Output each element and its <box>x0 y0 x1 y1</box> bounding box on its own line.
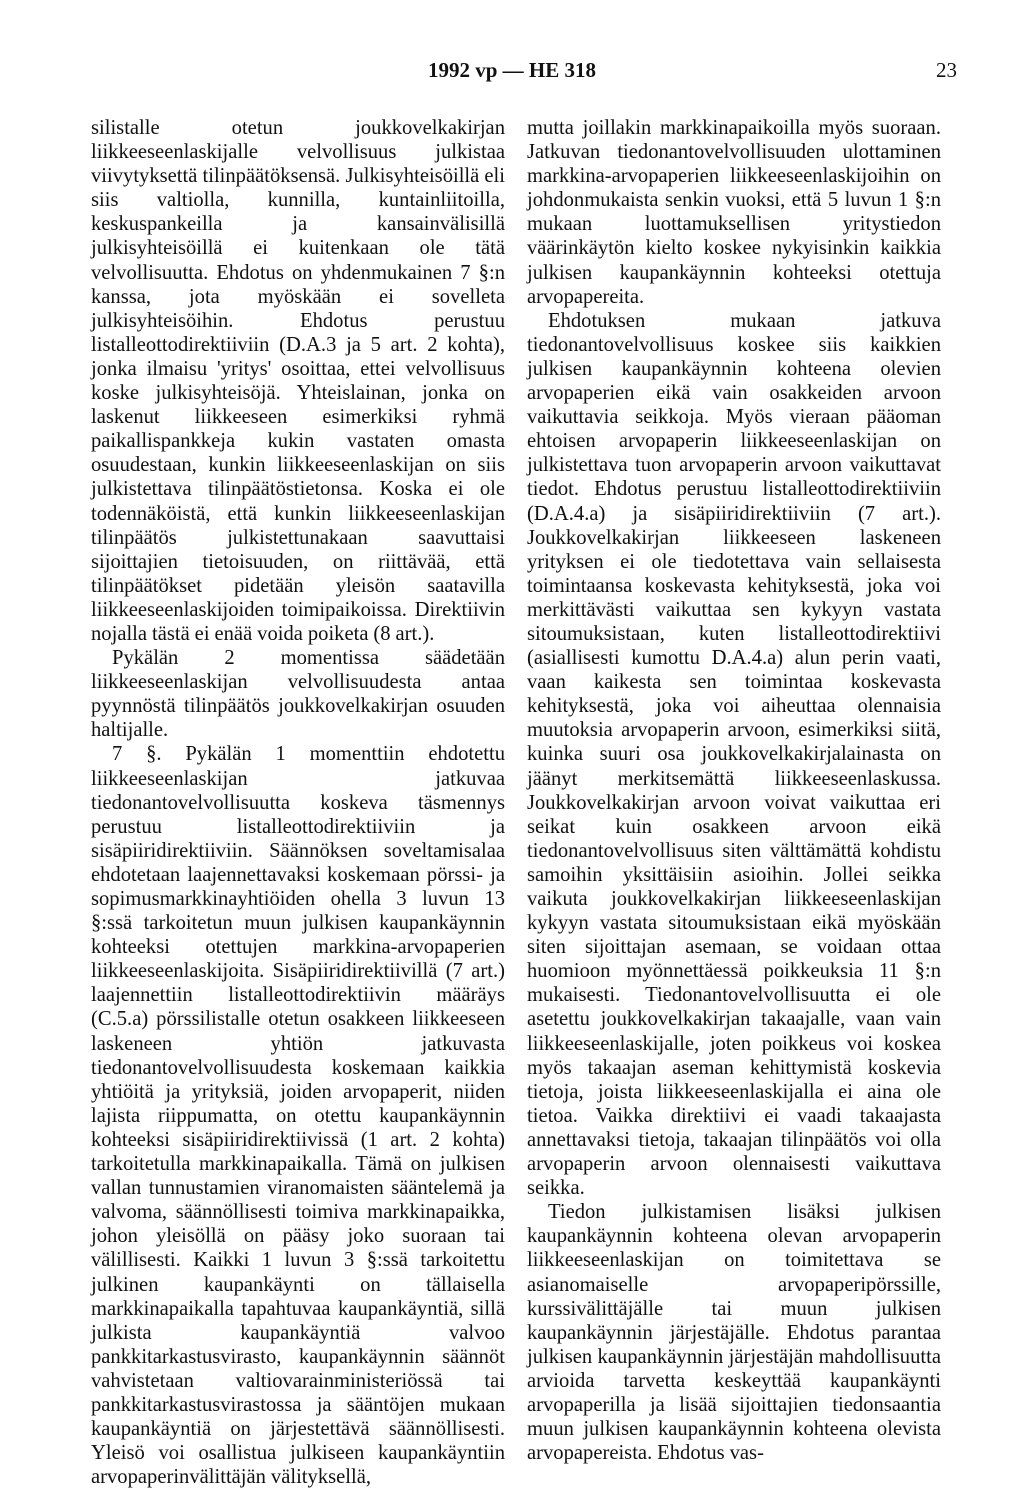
running-title: 1992 vp — HE 318 <box>427 58 597 82</box>
paragraph: Ehdotuksen mukaan jatkuva tiedonantovelvollisuus koskee siis kaikkien julkisen kaupankäynnin kohteena olevien arvopaperien eikä vain osakkeiden arvoon vaikuttavia seikkoja. Myös vieraan pääoman ehtoisen arvopaperin liikkeeseenlaskijan on julkistettava tuon arvopaperin arvoon vaikuttavat tiedot. Ehdotus perustuu listalleottodirektiiviin (D.A.4.a) ja sisäpiiridirektiiviin (7 art.). Joukkovelkakirjan liikkeeseen laskeneen yrityksen ei ole tiedotettava vain sellaisesta toimintaansa koskevasta kehityksestä, joka voi merkittävästi vaikuttaa sen kykyyn vastata sitoumuksistaan, kuten listalleottodirektiivi (asiallisesti kumottu D.A.4.a) alun perin vaati, vaan kaikesta sen toimintaa koskevasta kehityksestä, joka voi aiheuttaa olennaisia muutoksia arvopaperin arvoon, esimerkiksi siitä, kuinka suuri osa joukkovelkakirjalainasta on jäänyt merkitsemättä liikkeeseenlaskussa. Joukkovelkakirjan arvoon voivat vaikuttaa eri seikat kuin osakkeen arvoon eikä tiedonantovelvollisuus siten välttämättä kohdistu samoihin yksittäisiin asioihin. Jollei seikka vaikuta joukkovelkakirjan liikkeeseenlaskijan kykyyn vastata sitoumuksistaan eikä myöskään siten sijoittajan asemaan, se voidaan ottaa huomioon myönnettäessä poikkeuksia 11 §:n mukaisesti. Tiedonantovelvollisuutta ei ole asetettu joukkovelkakirjan takaajalle, vaan vain liikkeeseenlaskijalle, joten poikkeus voi koskea myös takaajan aseman kehittymistä koskevia tietoja, joista liikkeeseenlaskijalla ei aina ole tietoa. Vaikka direktiivi ei vaadi takaajasta annettavaksi tietoja, takaajan tilinpäätös voi olla arvopaperin arvoon olennaisesti vaikuttava seikka. <box>527 309 941 1200</box>
paragraph: 7 §. Pykälän 1 momenttiin ehdotettu liikkeeseenlaskijan jatkuvaa tiedonantovelvollisuutta koskeva täsmennys perustuu listalleottodirektiiviin ja sisäpiiridirektiiviin. Säännöksen soveltamisalaa ehdotetaan laajennettavaksi koskemaan pörssi- ja sopimusmarkkinayhtiöiden ohella 3 luvun 13 §:ssä tarkoitetun muun julkisen kaupankäynnin kohteeksi otettujen markkina-arvopaperien liikkeeseenlaskijoita. Sisäpiiridirektiivillä (7 art.) laajennettiin listalleottodirektiivin määräys (C.5.a) pörssilistalle otetun osakkeen liikkeeseen laskeneen yhtiön jatkuvasta tiedonantovelvollisuudesta koskemaan kaikkia yhtiöitä ja yrityksiä, joiden arvopaperit, niiden lajista riippumatta, on otettu kaupankäynnin kohteeksi sisäpiiridirektiivissä (1 art. 2 kohta) tarkoitetulla markkinapaikalla. Tämä on julkisen vallan tunnustamien viranomaisten sääntelemä ja valvoma, säännöllisesti toimiva markkinapaikka, johon yleisöllä on pääsy joko suoraan tai välillisesti. Kaikki 1 luvun 3 §:ssä tarkoitettu julkinen kaupankäynti on tällaisella markkinapaikalla tapahtuvaa kaupankäyntiä, sillä julkista kaupankäyntiä valvoo pankkitarkastusvirasto, kaupankäynnin säännöt vahvistetaan valtiovarainministeriössä tai pankkitarkastusvirastossa ja sääntöjen mukaan kaupankäyntiä on järjestettävä säännöllisesti. Yleisö voi osallistua julkiseen kaupankäyntiin arvopaperinvälittäjän välityksellä, <box>91 743 505 1489</box>
page-number: 23 <box>936 58 957 82</box>
paragraph: mutta joillakin markkinapaikoilla myös suoraan. Jatkuvan tiedonantovelvollisuuden ulottaminen markkina-arvopaperien liikkeeseenlaskijoihin on johdonmukaista senkin vuoksi, että 5 luvun 1 §:n mukaan luottamuksellisen yritystiedon väärinkäytön kielto koskee nykyisinkin kaikkia julkisen kaupankäynnin kohteeksi otettuja arvopapereita. <box>527 117 941 308</box>
paragraph: Pykälän 2 momentissa säädetään liikkeeseenlaskijan velvollisuudesta antaa pyynnöstä tilinpäätös joukkovelkakirjan osuuden haltijalle. <box>91 647 505 742</box>
left-column <box>91 116 505 1489</box>
paragraph: Tiedon julkistamisen lisäksi julkisen kaupankäynnin kohteena olevan arvopaperin liikkeeseenlaskijan on toimitettava se asianomaiselle arvopaperipörssille, kurssivälittäjälle tai muun julkisen kaupankäynnin järjestäjälle. Ehdotus parantaa julkisen kaupankäynnin järjestäjän mahdollisuutta arvioida tarvetta keskeyttää kaupankäynti arvopaperilla ja lisää sijoittajien tiedonsaantia muun julkisen kaupankäynnin kohteena olevista arvopapereista. Ehdotus vas- <box>527 1201 941 1465</box>
right-column <box>527 116 941 1465</box>
page-header <box>0 58 1024 88</box>
paragraph: silistalle otetun joukkovelkakirjan liikkeeseenlaskijalle velvollisuus julkistaa viivytyksettä tilinpäätöksensä. Julkisyhteisöillä eli siis valtiolla, kunnilla, kuntainliitoilla, keskuspankeilla ja kansainvälisillä julkisyhteisöillä ei kuitenkaan ole tätä velvollisuutta. Ehdotus on yhdenmukainen 7 §:n kanssa, jota myöskään ei sovelleta julkisyhteisöihin. Ehdotus perustuu listalleottodirektiiviin (D.A.3 ja 5 art. 2 kohta), jonka ilmaisu 'yritys' osoittaa, ettei velvollisuus koske julkisyhteisöjä. Yhteislainan, jonka on laskenut liikkeeseen esimerkiksi ryhmä paikallispankkeja kukin vastaten omasta osuudestaan, kunkin liikkeeseenlaskijan on siis julkistettava tilinpäätöstietonsa. Koska ei ole todennäköistä, että kunkin liikkeeseenlaskijan tilinpäätös julkistettunakaan saavuttaisi sijoittajien tietoisuuden, on riittävää, että tilinpäätökset pidetään yleisön saatavilla liikkeeseenlaskijoiden toimipaikoissa. Direktiivin nojalla tästä ei enää voida poiketa (8 art.). <box>91 117 505 645</box>
